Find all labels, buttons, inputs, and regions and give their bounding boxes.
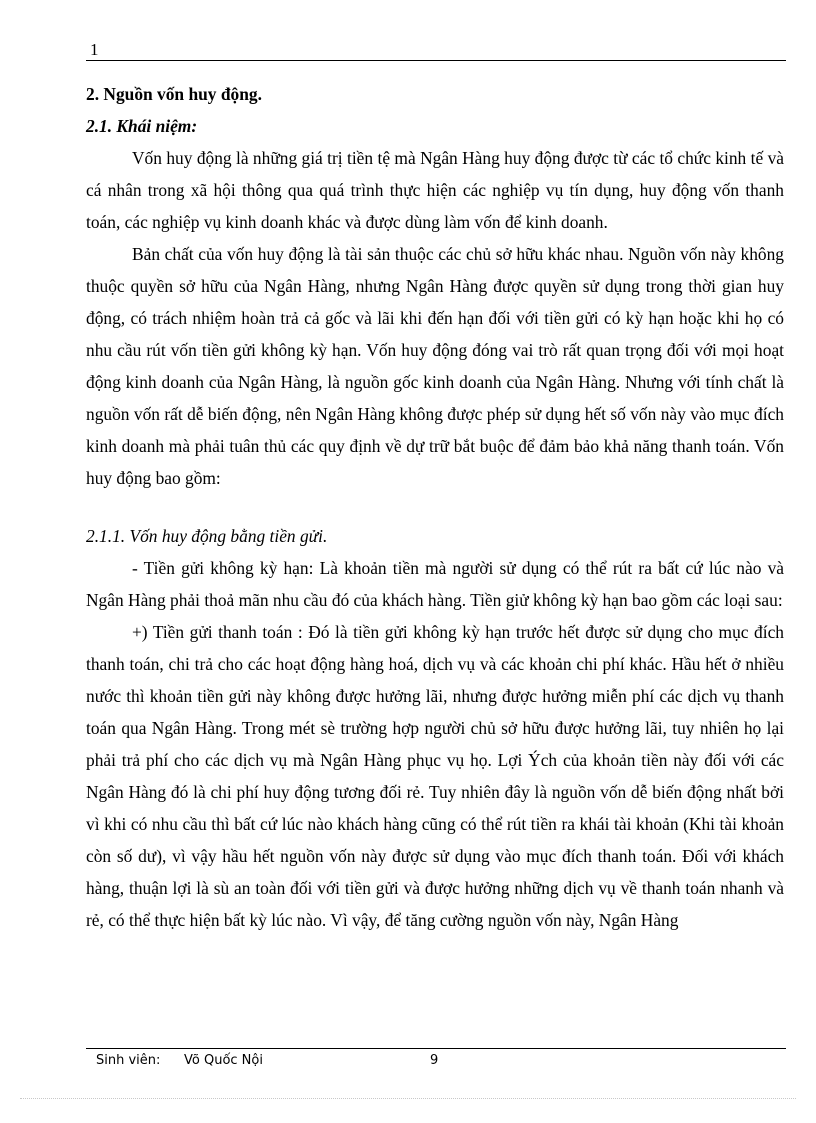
footer-divider bbox=[86, 1048, 786, 1049]
header-divider bbox=[86, 60, 786, 61]
page-bottom-border bbox=[20, 1098, 796, 1099]
subsection-heading: 2.1.1. Vốn huy động bằng tiền gửi. bbox=[86, 526, 328, 546]
page-number: 9 bbox=[430, 1053, 439, 1068]
paragraph: +) Tiền gửi thanh toán : Đó là tiền gửi không kỳ hạn trước hết được sử dụng cho mục đích thanh toán, chi trả cho các hoạt động hàng hoá, dịch vụ và các khoản chi phí khác. Hầu hết ở nhiều nước thì khoản tiền gửi này không được hưởng lãi, nhưng được hưởng miễn phí các dịch vụ thanh toán qua Ngân Hàng. Trong mét sè trường hợp người chủ sở hữu được hưởng lãi, tuy nhiên họ lại phải trả phí cho các dịch vụ mà Ngân Hàng phục vụ họ. Lợi Ých của khoản tiền này đối với các Ngân Hàng đó là chi phí huy động tương đối rẻ. Tuy nhiên đây là nguồn vốn dễ biến động nhất bởi vì khi có nhu cầu thì bất cứ lúc nào khách hàng cũng có thể rút tiền ra khái tài khoản (Khi tài khoản còn số dư), vì vậy hầu hết nguồn vốn này được sử dụng vào mục đích thanh toán. Đối với khách hàng, thuận lợi là sù an toàn đối với tiền gửi và được hưởng những dịch vụ về thanh toán nhanh và rẻ, có thể thực hiện bất kỳ lúc nào. Vì vậy, để tăng cường nguồn vốn này, Ngân Hàng bbox=[86, 622, 784, 930]
paragraph: - Tiền gửi không kỳ hạn: Là khoản tiền mà người sử dụng có thể rút ra bất cứ lúc nào và Ngân Hàng phải thoả mãn nhu cầu đó của khách hàng. Tiền giử không kỳ hạn bao gồm các loại sau: bbox=[86, 558, 784, 610]
paragraph: Vốn huy động là những giá trị tiền tệ mà Ngân Hàng huy động được từ các tổ chức kinh tế và cá nhân trong xã hội thông qua quá trình thực hiện các nghiệp vụ tín dụng, huy động vốn thanh toán, các nghiệp vụ kinh doanh khác và được dùng làm vốn để kinh doanh. bbox=[86, 148, 784, 232]
student-label: Sinh viên: bbox=[96, 1053, 161, 1068]
header-page-marker: 1 bbox=[90, 40, 99, 59]
section-heading: 2. Nguồn vốn huy động. bbox=[86, 84, 262, 104]
student-name: Võ Quốc Nội bbox=[184, 1053, 263, 1068]
paragraph: Bản chất của vốn huy động là tài sản thuộc các chủ sở hữu khác nhau. Nguồn vốn này không thuộc quyền sở hữu của Ngân Hàng, nhưng Ngân Hàng được quyền sử dụng trong thời gian huy động, có trách nhiệm hoàn trả cả gốc và lãi khi đến hạn đối với tiền gửi có kỳ hạn hoặc khi họ có nhu cầu rút vốn tiền gửi không kỳ hạn. Vốn huy động đóng vai trò rất quan trọng đối với mọi hoạt động kinh doanh của Ngân Hàng, là nguồn gốc kinh doanh của Ngân Hàng. Nhưng với tính chất là nguồn vốn rất dễ biến động, nên Ngân Hàng không được phép sử dụng hết số vốn này vào mục đích kinh doanh mà phải tuân thủ các quy định về dự trữ bắt buộc để đảm bảo khả năng thanh toán. Vốn huy động bao gồm: bbox=[86, 244, 784, 488]
section-subheading: 2.1. Khái niệm: bbox=[86, 116, 198, 136]
document-body bbox=[86, 78, 784, 936]
